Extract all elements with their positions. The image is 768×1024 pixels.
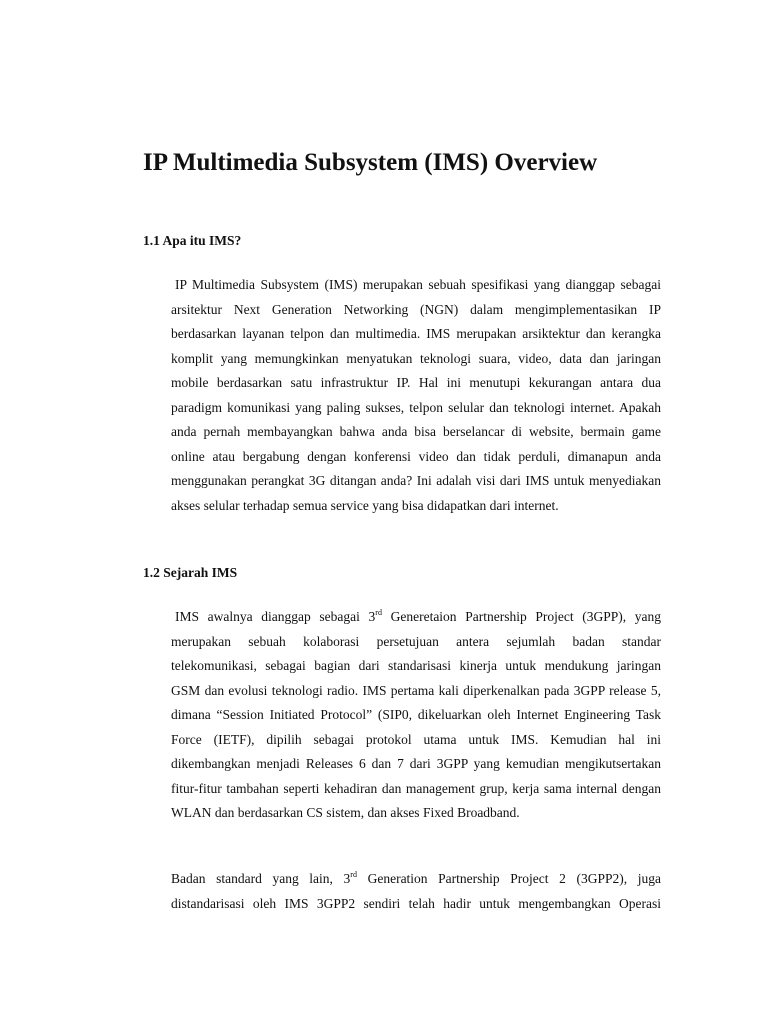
- paragraph-line: dimana “Session Initiated Protocol” (SIP0, dikeluarkan oleh Internet Engineering Task: [171, 707, 661, 722]
- document-title: IP Multimedia Subsystem (IMS) Overview: [143, 149, 598, 176]
- paragraph-line: Badan standard yang lain, 3rd Generation Partnership Project 2 (3GPP2), juga: [171, 870, 661, 886]
- paragraph-line: online atau bergabung dengan konferensi video dan tidak perduli, dimanapun anda: [171, 448, 661, 464]
- section-heading-apa-itu-ims: 1.1 Apa itu IMS?: [143, 233, 242, 248]
- paragraph-line: akses selular terhadap semua service yang bisa didapatkan dari internet.: [171, 497, 559, 513]
- section-paragraph-sejarah-ims: [171, 605, 661, 826]
- paragraph-line: berdasarkan layanan telpon dan multimedia. IMS merupakan arsiktektur dan kerangka: [171, 326, 661, 341]
- section-paragraph-apa-itu-ims: [171, 273, 661, 518]
- paragraph-line: paradigm komunikasi yang paling sukses, telpon selular dan teknologi internet. Apakah: [171, 399, 661, 415]
- paragraph-line: dikembangkan menjadi Releases 6 dan 7 dari 3GPP yang kemudian mengikutsertakan: [171, 756, 661, 771]
- paragraph-line: mobile berdasarkan satu infrastruktur IP. Hal ini menutupi kekurangan antara dua: [171, 375, 661, 390]
- paragraph-line: merupakan sebuah kolaborasi persetujuan antera sejumlah badan standar: [171, 633, 661, 649]
- paragraph-line: IP Multimedia Subsystem (IMS) merupakan sebuah spesifikasi yang dianggap sebagai: [175, 277, 661, 292]
- paragraph-line: telekomunikasi, sebagai bagian dari standarisasi kinerja untuk mendukung jaringan: [171, 658, 661, 673]
- paragraph-line: Force (IETF), dipilih sebagai protokol utama untuk IMS. Kemudian hal ini: [171, 731, 661, 747]
- paragraph-line: arsitektur Next Generation Networking (NGN) dalam mengimplementasikan IP: [171, 301, 661, 317]
- paragraph-line: GSM dan evolusi teknologi radio. IMS pertama kali diperkenalkan pada 3GPP release 5,: [171, 682, 661, 698]
- paragraph-line: distandarisasi oleh IMS 3GPP2 sendiri telah hadir untuk mengembangkan Operasi: [171, 895, 661, 911]
- paragraph-line: anda pernah membayangkan bahwa anda bisa berselancar di website, bermain game: [171, 424, 661, 439]
- paragraph-line: menggunakan perangkat 3G ditangan anda? Ini adalah visi dari IMS untuk menyediakan: [171, 473, 661, 488]
- section-paragraph-sejarah-ims-2: [171, 867, 661, 916]
- paragraph-line: fitur-fitur tambahan seperti kehadiran dan management grup, kerja sama internal dengan: [171, 780, 661, 796]
- paragraph-line: IMS awalnya dianggap sebagai 3rd Generetaion Partnership Project (3GPP), yang: [175, 608, 661, 624]
- paragraph-line: WLAN dan berdasarkan CS sistem, dan akses Fixed Broadband.: [171, 805, 520, 820]
- superscript-ordinal: rd: [375, 608, 382, 617]
- section-heading-sejarah-ims: 1.2 Sejarah IMS: [143, 565, 238, 580]
- paragraph-line: komplit yang memungkinkan menyatukan teknologi suara, video, data dan jaringan: [171, 350, 661, 366]
- superscript-ordinal: rd: [350, 870, 357, 879]
